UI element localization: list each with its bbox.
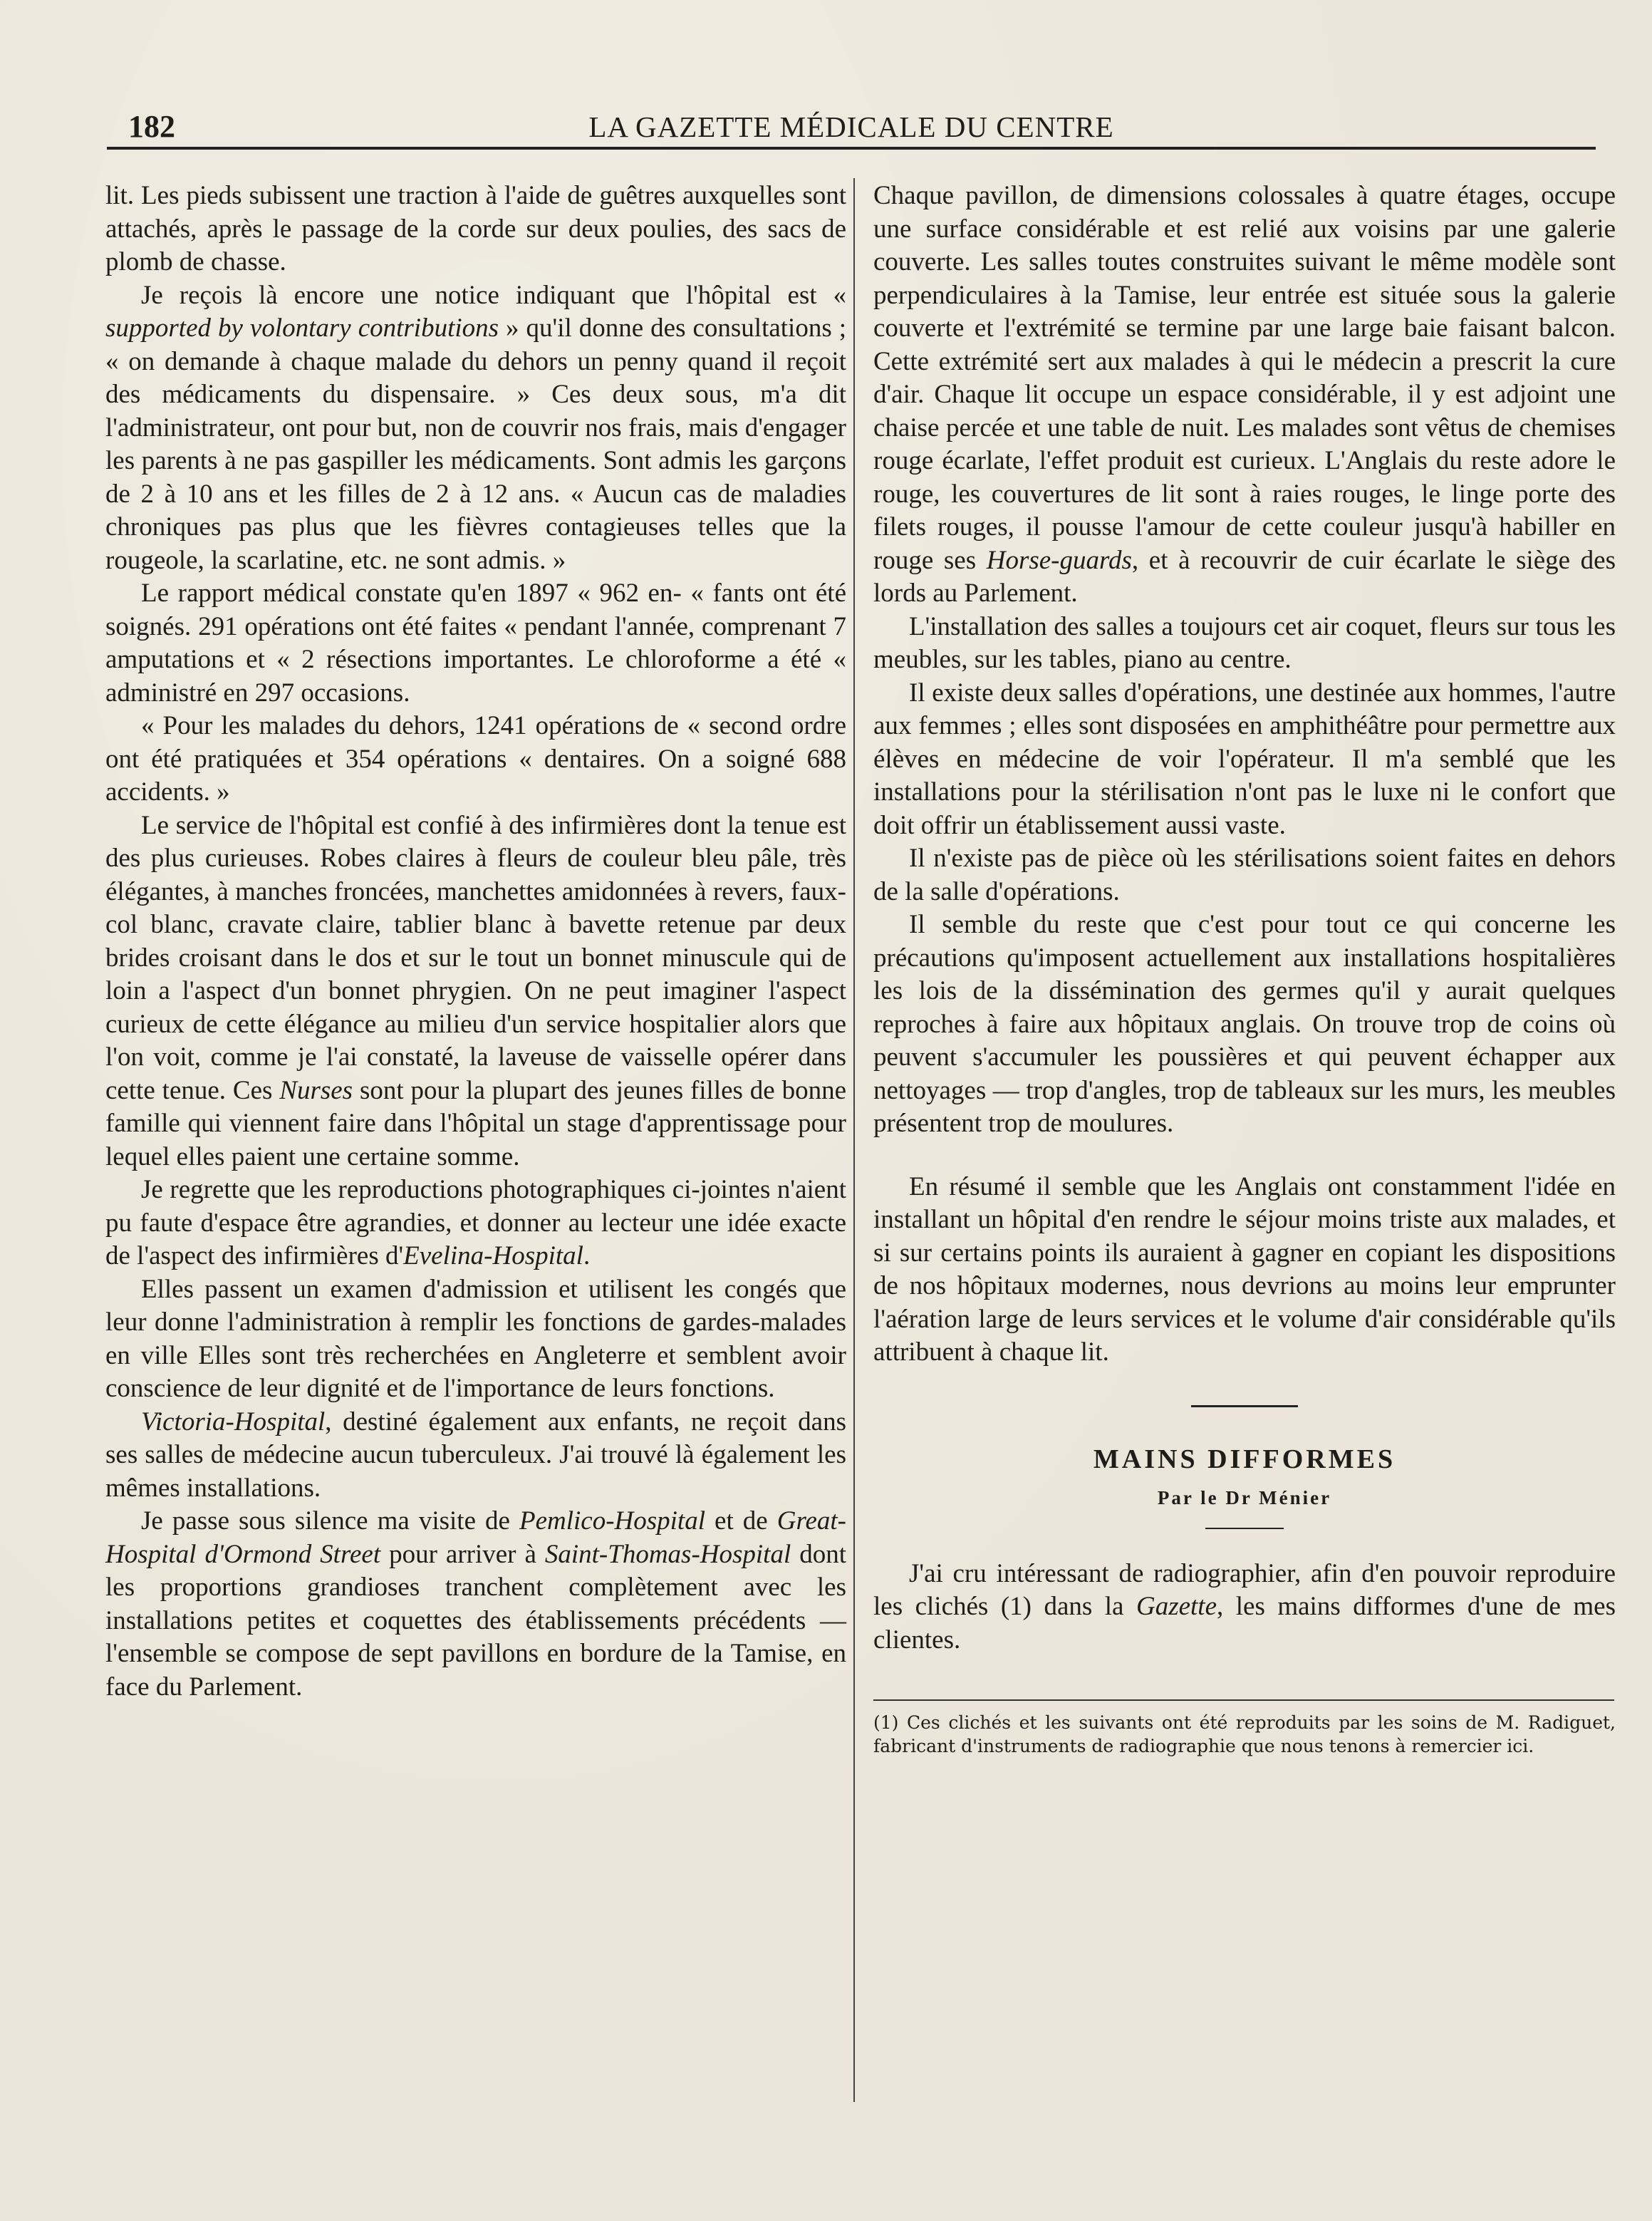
text-run: » qu'il donne des consultations ; « on demande à chaque malade du dehors un penny quand il reçoit des médicaments du dispensaire. » Ces deux sous, m'a dit l'administrateur, ont pour but, non de couvrir nos frais, mais d'engager les parents à ne pas gaspiller les médicaments. Sont admis les garçons de 2 à 10 ans et les filles de 2 à 12 ans. « Aucun cas de maladies chroniques pas plus que les fièvres contagieuses telles que la rougeole, la scarlatine, etc. ne sont admis. » bbox=[105, 314, 846, 575]
paragraph: Il n'existe pas de pièce où les stérilisations soient faites en dehors de la salle d'opérations. bbox=[873, 844, 1616, 906]
paragraph bbox=[105, 279, 846, 578]
italic-phrase: supported by volontary contributions bbox=[105, 314, 499, 343]
text-run: Je reçois là encore une notice indiquant que l'hôpital est « bbox=[141, 280, 846, 310]
text-run: , et à recouvrir de cuir écarlate le siège des lords au Parlement. bbox=[873, 545, 1616, 608]
paragraph: Elles passent un examen d'admission et utilisent les congés que leur donne l'administration à remplir les fonctions de gardes-malades en ville Elles sont très recherchées en Angleterre et semblent avoir conscience de leur dignité et de l'importance de leurs fonctions. bbox=[105, 1274, 846, 1403]
text-run: , destiné également aux enfants, ne reçoit dans ses salles de médecine aucun tuberculeux. J'ai trouvé là également les mêmes installations. bbox=[105, 1407, 846, 1503]
text-run: Chaque pavillon, de dimensions colossales à quatre étages, occupe une surface considérable et est relié aux voisins par une galerie couverte. Les salles toutes construites suivant le même modèle sont perpendiculaires à la Tamise, leur entrée est située sous la galerie couverte et l'extrémité se termine par une large baie faisant balcon. Cette extrémité sert aux malades à qui le médecin a prescrit la cure d'air. Chaque lit occupe un espace considérable, il y est adjoint une chaise percée et une table de nuit. Les malades sont vêtus de chemises rouge écarlate, l'effet produit est curieux. L'Anglais du reste adore le rouge, les couvertures de lit sont à raies rouges, le linge porte des filets rouges, il pousse l'amour de cette couleur jusqu'à habiller en rouge ses bbox=[873, 181, 1616, 575]
paragraph: Il existe deux salles d'opérations, une destinée aux hommes, l'autre aux femmes ; elles sont disposées en amphithéâtre pour permettre aux élèves en médecine de voir l'opérateur. Il m'a semblé que les installations pour la stérilisation n'ont pas le luxe ni le confort que doit offrir un établissement aussi vaste. bbox=[873, 678, 1616, 840]
italic-phrase: Horse-guards bbox=[986, 545, 1132, 575]
paragraph bbox=[105, 809, 846, 1174]
text-run: Le service de l'hôpital est confié à des infirmières dont la tenue est des plus curieuses. Robes claires à fleurs de couleur bleu pâle, très élégantes, à manches froncées, manchettes amidonnées à revers, faux-col blanc, cravate claire, tablier blanc à bavette retenue par deux brides croisant dans le dos et sur le tout un bonnet minuscule qui de loin a l'aspect d'un bonnet phrygien. On ne peut imaginer l'aspect curieux de cette élégance au milieu d'un service hospitalier alors que l'on voit, comme je l'ai constaté, la laveuse de vaisselle opérer dans cette tenue. Ces bbox=[105, 810, 846, 1105]
paragraph bbox=[105, 1174, 846, 1273]
text-run: pour arriver à bbox=[380, 1539, 545, 1569]
paragraph: Il semble du reste que c'est pour tout ce qui concerne les précautions qu'imposent actuellement aux installations hospitalières les lois de la dissémination des germes qu'il y aurait quelques reproches à faire aux hôpitaux anglais. On trouve trop de coins où peuvent s'accumuler les poussières et qui peuvent échapper aux nettoyages — trop d'angles, trop de tableaux sur les murs, les meubles présentent trop de moulures. bbox=[873, 910, 1616, 1138]
italic-phrase: Victoria-Hospital bbox=[141, 1407, 326, 1436]
footnote: (1) Ces clichés et les suivants ont été reproduits par les soins de M. Radiguet, fabricant d'instruments de radiographie que nous tenons à remercier ici. bbox=[873, 1712, 1616, 1756]
left-column bbox=[105, 180, 846, 1704]
italic-phrase: Pemlico-Hospital bbox=[519, 1506, 705, 1536]
paragraph: En résumé il semble que les Anglais ont constamment l'idée en installant un hôpital d'en rendre le séjour moins triste aux malades, et si sur certains points ils auraient à gagner en copiant les dispositions de nos hôpitaux modernes, nous devrions au moins leur emprunter l'aération large de leurs services et le volume d'air considérable qu'ils attribuent à chaque lit. bbox=[873, 1171, 1616, 1367]
text-run: J'ai cru intéressant de radiographier, afin d'en pouvoir reproduire les clichés (1) dans la bbox=[873, 1558, 1616, 1621]
journal-title: LA GAZETTE MÉDICALE DU CENTRE bbox=[588, 110, 1114, 143]
section-author: Par le Dr Ménier bbox=[1157, 1487, 1332, 1508]
footnote-rule bbox=[873, 1699, 1614, 1701]
text-run: . bbox=[583, 1241, 591, 1270]
page-header bbox=[107, 100, 1596, 150]
paragraph: L'installation des salles a toujours cet air coquet, fleurs sur tous les meubles, sur les tables, piano au centre. bbox=[873, 611, 1616, 674]
paragraph bbox=[105, 1505, 846, 1704]
column-divider bbox=[853, 178, 855, 2102]
text-run: et de bbox=[705, 1506, 777, 1536]
section-divider bbox=[1191, 1405, 1298, 1407]
text-run: Je regrette que les reproductions photographiques ci-jointes n'aient pu faute d'espace être agrandies, et donner au lecteur une idée exacte de l'aspect des infirmières d' bbox=[105, 1175, 846, 1270]
text-run: , les mains difformes d'une de mes clientes. bbox=[873, 1592, 1616, 1655]
italic-phrase: Gazette bbox=[1136, 1592, 1217, 1621]
paragraph: « Pour les malades du dehors, 1241 opérations de « second ordre ont été pratiquées et 354 opérations « dentaires. On a soigné 688 accidents. » bbox=[105, 711, 846, 807]
section-divider-small bbox=[1205, 1528, 1284, 1529]
paragraph bbox=[873, 1558, 1616, 1657]
italic-phrase: Evelina-Hospital bbox=[403, 1241, 583, 1270]
paragraph: Le rapport médical constate qu'en 1897 « 962 en- « fants ont été soignés. 291 opérations ont été faites « pendant l'année, comprenant 7 amputations et « 2 résections importantes. Le chloroforme a été « administré en 297 occasions. bbox=[105, 579, 846, 708]
italic-phrase: Great-Hospital d'Ormond Street bbox=[105, 1506, 846, 1569]
header-rule bbox=[107, 147, 1596, 150]
text-run: dont les proportions grandioses tranchent complètement avec les installations petites et coquettes des établissements précédents — l'ensemble se compose de sept pavillons en bordure de la Tamise, en face du Parlement. bbox=[105, 1539, 846, 1702]
italic-phrase: Saint-Thomas-Hospital bbox=[544, 1539, 791, 1569]
right-column bbox=[873, 180, 1616, 1758]
text-run: Je passe sous silence ma visite de bbox=[141, 1506, 519, 1536]
section-title: MAINS DIFFORMES bbox=[1093, 1444, 1396, 1474]
page-number: 182 bbox=[128, 109, 175, 144]
paragraph: lit. Les pieds subissent une traction à l'aide de guêtres auxquelles sont attachés, après le passage de la corde sur deux poulies, des sacs de plomb de chasse. bbox=[105, 181, 846, 276]
text-run: sont pour la plupart des jeunes filles de bonne famille qui viennent faire dans l'hôpital un stage d'apprentissage pour lequel elles paient une certaine somme. bbox=[105, 1075, 846, 1171]
paragraph bbox=[873, 180, 1616, 611]
paragraph bbox=[105, 1406, 846, 1506]
italic-phrase: Nurses bbox=[279, 1075, 353, 1105]
